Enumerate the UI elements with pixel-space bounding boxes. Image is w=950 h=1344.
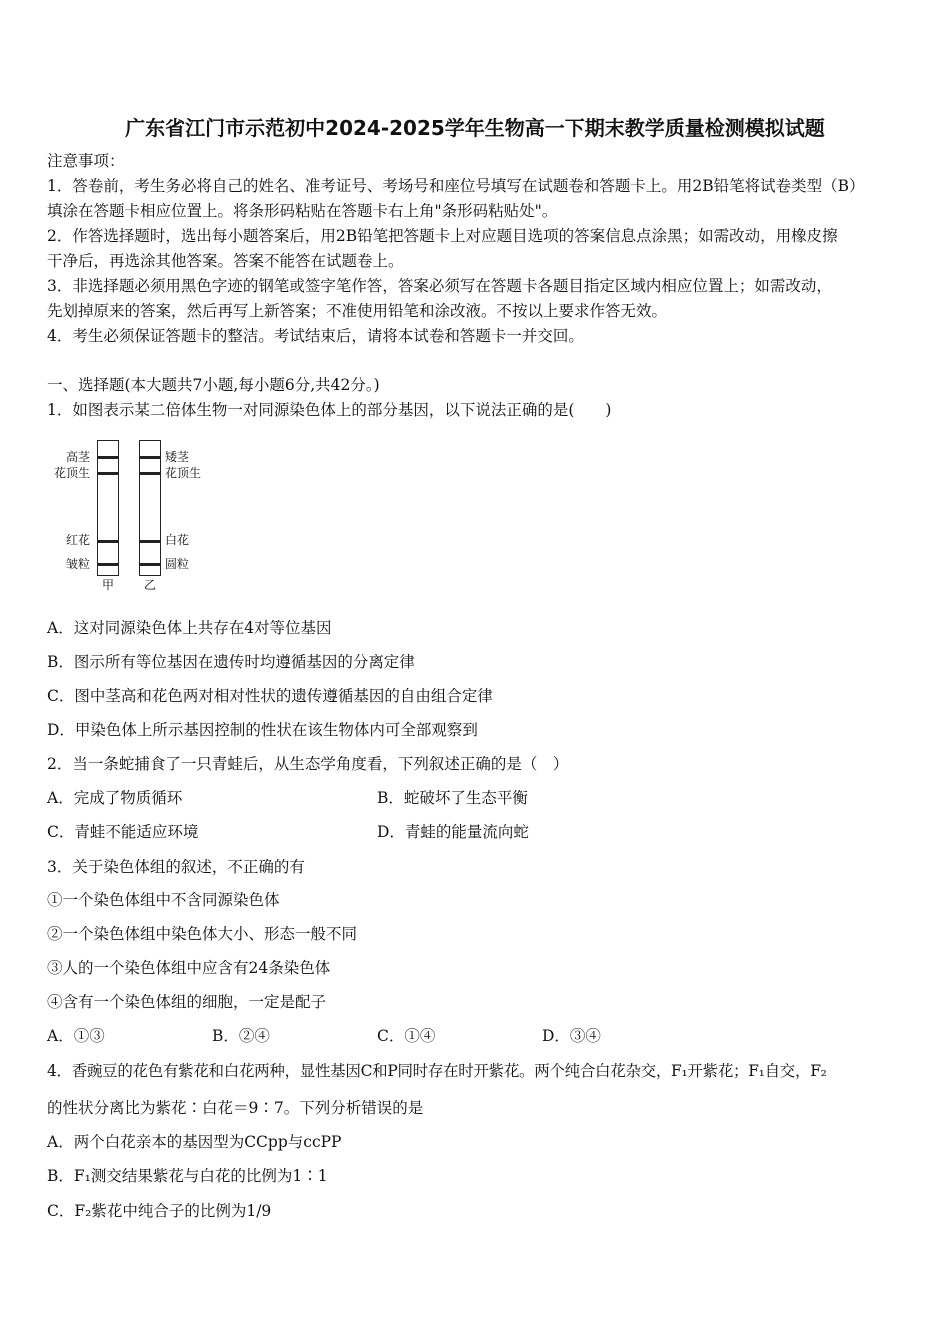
gene-label: 矮茎 [165, 450, 190, 464]
section-heading: 一、选择题(本大题共7小题,每小题6分,共42分。) [47, 376, 380, 394]
question-4-stem: 4．香豌豆的花色有紫花和白花两种，显性基因C和P同时存在时开紫花。两个纯合白花杂交，F₁开紫花；F₁自交，F₂ [47, 1062, 827, 1080]
statement: ①一个染色体组中不含同源染色体 [47, 891, 280, 909]
caption-yi: 乙 [144, 578, 157, 592]
option: A．两个白花亲本的基因型为CCpp与ccPP [47, 1133, 342, 1151]
notes-line: 2．作答选择题时，选出每小题答案后，用2B铅笔把答题卡上对应题目选项的答案信息点涂黑；如需改动，用橡皮擦 [47, 227, 838, 245]
option: B．图示所有等位基因在遗传时均遵循基因的分离定律 [47, 653, 415, 671]
statement: ④含有一个染色体组的细胞，一定是配子 [47, 993, 327, 1011]
option: D．③④ [542, 1027, 601, 1045]
notes-line: 填涂在答题卡相应位置上。将条形码粘贴在答题卡右上角"条形码粘贴处"。 [47, 202, 558, 220]
statement: ②一个染色体组中染色体大小、形态一般不同 [47, 925, 358, 943]
option: A．完成了物质循环 [47, 789, 183, 807]
question-1-stem: 1．如图表示某二倍体生物一对同源染色体上的部分基因，以下说法正确的是( ) [47, 401, 612, 419]
notes-line: 3．非选择题必须用黑色字迹的钢笔或签字笔作答，答案必须写在答题卡各题目指定区域内相应位置上；如需改动， [47, 277, 832, 295]
notes-line: 干净后，再选涂其他答案。答案不能答在试题卷上。 [47, 252, 404, 270]
option: C．图中茎高和花色两对相对性状的遗传遵循基因的自由组合定律 [47, 687, 493, 705]
option: C．①④ [377, 1027, 436, 1045]
notes-line: 先划掉原来的答案，然后再写上新答案；不准使用铅笔和涂改液。不按以上要求作答无效。 [47, 302, 668, 320]
notes-line: 1．答卷前，考生务必将自己的姓名、准考证号、考场号和座位号填写在试题卷和答题卡上。用2B铅笔将试卷类型（B） [47, 177, 865, 195]
chromosome-jia [97, 440, 119, 576]
gene-label: 花顶生 [165, 466, 202, 480]
option: D．甲染色体上所示基因控制的性状在该生物体内可全部观察到 [47, 721, 478, 739]
question-2-stem: 2．当一条蛇捕食了一只青蛙后，从生态学角度看，下列叙述正确的是（ ） [47, 755, 569, 773]
gene-label: 红花 [66, 533, 91, 547]
notes-line: 4．考生必须保证答题卡的整洁。考试结束后，请将本试卷和答题卡一并交回。 [47, 327, 584, 345]
question-3-stem: 3．关于染色体组的叙述，不正确的有 [47, 858, 305, 876]
option: C．F₂紫花中纯合子的比例为1/9 [47, 1202, 272, 1220]
question-4-stem-cont: 的性状分离比为紫花∶白花＝9∶7。下列分析错误的是 [47, 1099, 424, 1117]
option: A．①③ [47, 1027, 105, 1045]
statement: ③人的一个染色体组中应含有24条染色体 [47, 959, 331, 977]
option: B．F₁测交结果紫花与白花的比例为1∶1 [47, 1167, 328, 1185]
option: C．青蛙不能适应环境 [47, 823, 199, 841]
gene-label: 花顶生 [54, 466, 91, 480]
gene-label: 高茎 [66, 450, 91, 464]
gene-label: 皱粒 [66, 557, 91, 571]
chromosome-yi [139, 440, 161, 576]
page-title: 广东省江门市示范初中2024-2025学年生物高一下期末教学质量检测模拟试题 [125, 116, 825, 140]
option: B．蛇破坏了生态平衡 [377, 789, 528, 807]
caption-jia: 甲 [102, 578, 115, 592]
gene-label: 圆粒 [165, 557, 190, 571]
option: D．青蛙的能量流向蛇 [377, 823, 529, 841]
gene-label: 白花 [165, 533, 190, 547]
option: A．这对同源染色体上共存在4对等位基因 [47, 619, 332, 637]
option: B．②④ [212, 1027, 270, 1045]
notes-heading: 注意事项： [47, 152, 125, 170]
